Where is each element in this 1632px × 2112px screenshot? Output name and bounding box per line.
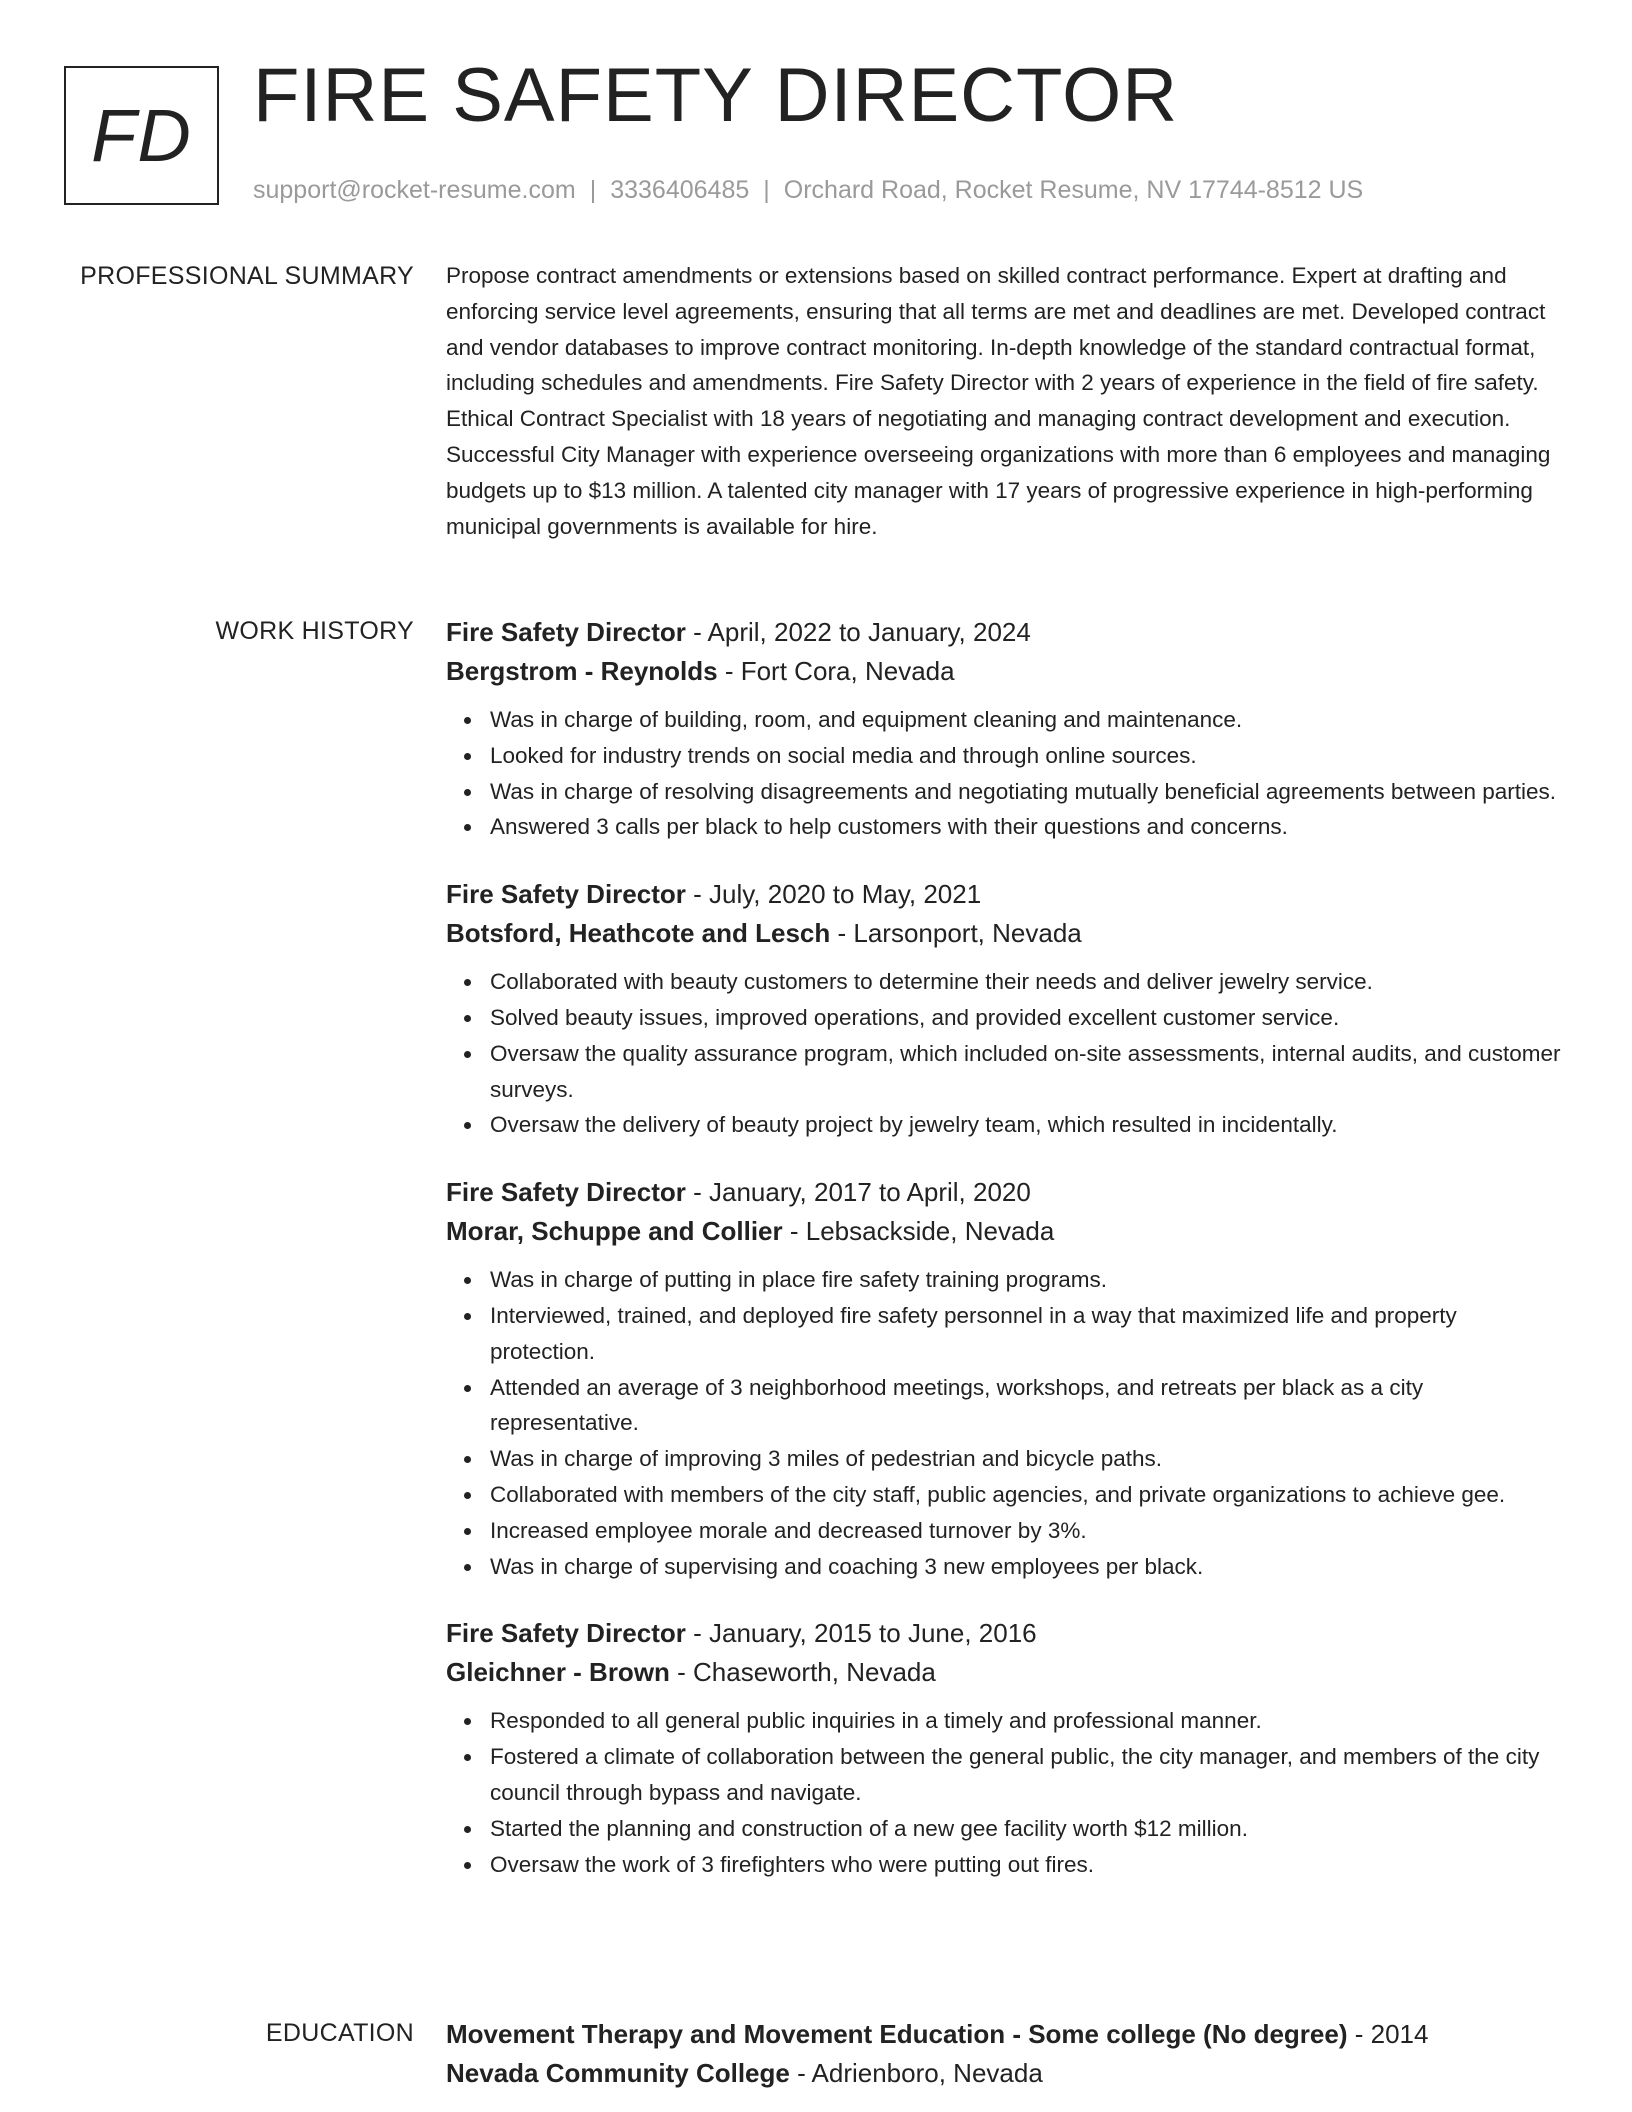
job-entry: [446, 613, 1566, 845]
job-title: Fire Safety Director: [446, 1177, 686, 1208]
job-bullets: [446, 1262, 1566, 1584]
bullet-item: Was in charge of supervising and coaching 3 new employees per black.: [490, 1549, 1566, 1585]
job-dates: - January, 2017 to April, 2020: [685, 1177, 1031, 1208]
contact-line: [253, 175, 1363, 205]
bullet-item: Oversaw the work of 3 firefighters who were putting out fires.: [490, 1847, 1566, 1883]
section-label-summary: PROFESSIONAL SUMMARY: [80, 262, 414, 290]
job-dates: - July, 2020 to May, 2021: [685, 879, 982, 910]
bullet-item: Interviewed, trained, and deployed fire safety personnel in a way that maximized life and property protection.: [490, 1298, 1566, 1370]
job-location: - Larsonport, Nevada: [830, 918, 1082, 949]
job-title: Fire Safety Director: [446, 617, 686, 647]
job-title: Fire Safety Director: [446, 879, 686, 910]
education-body: [446, 2015, 1566, 2093]
bullet-item: Increased employee morale and decreased turnover by 3%.: [490, 1513, 1566, 1549]
bullet-item: Started the planning and construction of a new gee facility worth $12 million.: [490, 1811, 1566, 1847]
summary-body: [446, 258, 1566, 544]
job-company-line: [446, 1653, 1566, 1692]
job-location: - Fort Cora, Nevada: [717, 656, 955, 686]
job-title-line: [446, 1173, 1566, 1212]
education-location: - Adrienboro, Nevada: [789, 2058, 1043, 2088]
job-company: Botsford, Heathcote and Lesch: [446, 918, 831, 949]
education-school: Nevada Community College: [446, 2058, 790, 2088]
bullet-item: Was in charge of resolving disagreements and negotiating mutually beneficial agreements between parties.: [490, 774, 1566, 810]
bullet-item: Fostered a climate of collaboration between the general public, the city manager, and members of the city council through bypass and navigate.: [490, 1739, 1566, 1811]
job-title-line: [446, 1614, 1566, 1653]
resume-title: FIRE SAFETY DIRECTOR: [253, 53, 1179, 138]
job-company-line: [446, 914, 1566, 953]
education-school-line: [446, 2054, 1566, 2093]
contact-separator: |: [589, 176, 597, 204]
job-dates: - April, 2022 to January, 2024: [685, 617, 1031, 647]
education-degree: Movement Therapy and Movement Education - Some college (No degree): [446, 2019, 1348, 2049]
job-title-line: [446, 875, 1566, 914]
bullet-item: Responded to all general public inquiries in a timely and professional manner.: [490, 1703, 1566, 1739]
job-company-line: [446, 1212, 1566, 1251]
section-label-work-history: WORK HISTORY: [215, 617, 414, 645]
job-company: Morar, Schuppe and Collier: [446, 1216, 783, 1247]
job-bullets: [446, 1703, 1566, 1882]
bullet-item: Collaborated with members of the city staff, public agencies, and private organizations to achieve gee.: [490, 1477, 1566, 1513]
job-location: - Chaseworth, Nevada: [669, 1657, 936, 1688]
bullet-item: Collaborated with beauty customers to determine their needs and deliver jewelry service.: [490, 964, 1566, 1000]
job-title-line: [446, 613, 1566, 652]
education-degree-line: [446, 2015, 1566, 2054]
job-location: - Lebsackside, Nevada: [782, 1216, 1055, 1247]
job-title: Fire Safety Director: [446, 1618, 686, 1649]
bullet-item: Oversaw the quality assurance program, which included on-site assessments, internal audits, and customer surveys.: [490, 1036, 1566, 1108]
bullet-item: Was in charge of improving 3 miles of pedestrian and bicycle paths.: [490, 1441, 1566, 1477]
contact-separator: |: [763, 176, 770, 204]
work-history-body: [446, 613, 1566, 1912]
bullet-item: Looked for industry trends on social media and through online sources.: [490, 738, 1566, 774]
bullet-item: Oversaw the delivery of beauty project by jewelry team, which resulted in incidentally.: [490, 1107, 1566, 1143]
job-entry: [446, 1173, 1566, 1584]
bullet-item: Answered 3 calls per black to help customers with their questions and concerns.: [490, 809, 1566, 845]
job-company: Gleichner - Brown: [446, 1657, 670, 1688]
education-year: - 2014: [1347, 2019, 1429, 2049]
contact-email: support@rocket-resume.com: [253, 176, 576, 204]
job-entry: [446, 875, 1566, 1143]
job-bullets: [446, 702, 1566, 845]
bullet-item: Was in charge of putting in place fire safety training programs.: [490, 1262, 1566, 1298]
summary-text: Propose contract amendments or extensions based on skilled contract performance. Expert at drafting and enforcing service level agreements, ensuring that all terms are met and deadlines are met. Developed contract and vendor databases to improve contract monitoring. In-depth knowledge of the standard contractual format, including schedules and amendments. Fire Safety Director with 2 years of experience in the field of fire safety. Ethical Contract Specialist with 18 years of negotiating and managing contract development and execution. Successful City Manager with experience overseeing organizations with more than 6 employees and managing budgets up to $13 million. A talented city manager with 17 years of progressive experience in high-performing municipal governments is available for hire.: [446, 263, 1551, 539]
job-entry: [446, 1614, 1566, 1882]
section-label-education: EDUCATION: [265, 2019, 414, 2047]
monogram-logo: FD: [64, 66, 219, 205]
job-company: Bergstrom - Reynolds: [446, 656, 718, 686]
job-company-line: [446, 652, 1566, 691]
contact-address: Orchard Road, Rocket Resume, NV 17744-8512 US: [783, 176, 1364, 204]
bullet-item: Attended an average of 3 neighborhood meetings, workshops, and retreats per black as a city representative.: [490, 1370, 1566, 1442]
job-dates: - January, 2015 to June, 2016: [685, 1618, 1037, 1649]
contact-phone: 3336406485: [610, 176, 750, 204]
bullet-item: Solved beauty issues, improved operations, and provided excellent customer service.: [490, 1000, 1566, 1036]
job-bullets: [446, 964, 1566, 1143]
bullet-item: Was in charge of building, room, and equipment cleaning and maintenance.: [490, 702, 1566, 738]
